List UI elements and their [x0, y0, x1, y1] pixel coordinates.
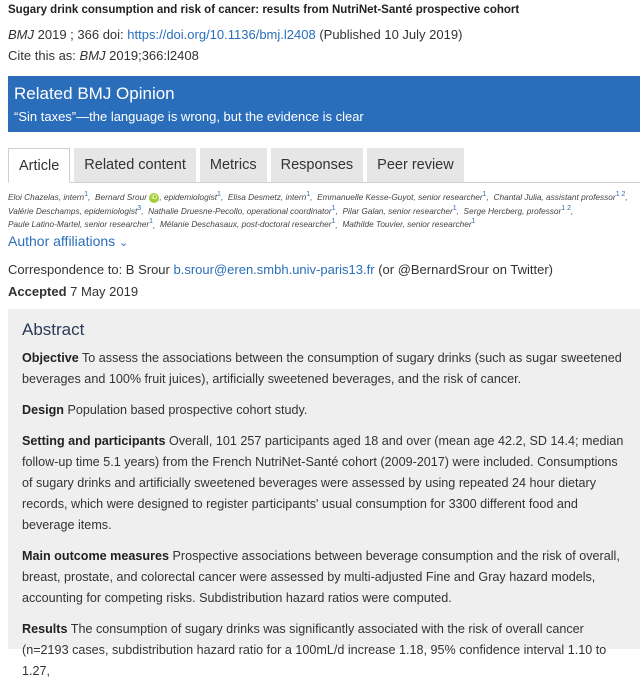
correspondence-prefix: Correspondence to: B Srour — [8, 262, 170, 277]
abstract-heading: Abstract — [22, 320, 85, 339]
abstract-outcome-measures: Main outcome measures Prospective associations between beverage consumption and the risk of overall, breast, prostate, and colorectal cancer were assessed by multi-adjusted Fine and Gray hazard models, accounting for competing risks. Subdistribution hazard ratios were computed. — [22, 549, 620, 605]
journal-name: BMJ — [8, 27, 34, 42]
abstract-objective: Objective To assess the associations between the consumption of sugary drinks (such as sugar sweetened beverages and 100% fruit juices), artificially sweetened beverages, and the risk of cancer. — [22, 351, 622, 386]
related-opinion-link[interactable]: “Sin taxes”—the language is wrong, but the evidence is clear — [14, 109, 364, 124]
author-name[interactable]: Elisa Desmetz, intern$^1$ — [227, 191, 311, 202]
author-name[interactable]: Bernard Srour iD , epidemiologist$^1$ — [94, 191, 221, 202]
author-name[interactable]: Chantal Julia, assistant professor$^{1 2}$ — [493, 191, 626, 202]
tab-peer-review[interactable]: Peer review — [367, 148, 464, 182]
cite-as-journal: BMJ — [79, 48, 106, 63]
author-name[interactable]: Mathilde Touvier, senior researcher$^1$ — [342, 218, 476, 230]
abstract-results: Results The consumption of sugary drinks was significantly associated with the risk of overall cancer (n=2193 cases, subdistribution hazard ratio for a 100mL/d increase 1.18, 95% confidence interval 1.10 to 1.27, — [22, 622, 607, 678]
accepted-label: Accepted — [8, 284, 67, 299]
correspondence-suffix: (or @BernardSrour on Twitter) — [378, 262, 553, 277]
published-date: (Published 10 July 2019) — [319, 27, 463, 42]
abstract-section — [8, 309, 640, 678]
accepted-date: 7 May 2019 — [70, 284, 139, 299]
abstract-setting: Setting and participants Overall, 101 257 participants aged 18 and over (mean age 42.2, SD 14.4; median follow-up time 5.1 years) from the French NutriNet-Santé cohort (2009-2017) were included. Consumptions of sugary drinks and artificially sweetened beverages were assessed by using repeated 24 hour dietary records, which were designed to register participants' usual consumption for 3300 different food and beverage items. — [22, 434, 624, 532]
author-name[interactable]: Pilar Galan, senior researcher$^1$ — [342, 204, 457, 216]
author-affiliations-toggle[interactable] — [8, 233, 128, 249]
cite-as-label: Cite this as: — [8, 48, 76, 63]
author-list: Eloi Chazelas, intern$^1$, Bernard Srour iD , epidemiologist$^1$, Elisa Desmetz, intern$^1$, Emmanuelle Kesse-Guyot, senior researcher$^1$, Chantal Julia, assistant professor$^{1 2}$, Valérie Deschamps, epidemiologist$^3$, Nathalie Druesne-Pecollo, operational coordinator$^1$, Pilar Galan, senior researcher$^1$, Serge Hercberg, professor$^{1 2}$, Paule Latino-Martel, senior researcher$^1$, Mélanie Deschasaux, post-doctoral researcher$^1$, Mathilde Touvier, senior researcher$^1$ — [8, 191, 628, 230]
orcid-icon[interactable]: iD — [149, 193, 159, 203]
abstract-design: Design Population based prospective cohort study. — [22, 403, 308, 417]
tab-related-content[interactable]: Related content — [74, 148, 196, 182]
doi-link[interactable]: https://doi.org/10.1136/bmj.l2408 — [127, 27, 316, 42]
author-name[interactable]: Serge Hercberg, professor$^{1 2}$ — [463, 204, 572, 216]
author-name[interactable]: Mélanie Deschasaux, post-doctoral researcher$^1$ — [159, 218, 336, 230]
tab-metrics[interactable]: Metrics — [200, 148, 267, 182]
cite-as-line — [8, 48, 199, 63]
correspondence-line — [8, 262, 553, 277]
tab-article[interactable]: Article — [8, 148, 70, 183]
author-name[interactable]: Paule Latino-Martel, senior researcher$^1$ — [8, 218, 154, 230]
related-opinion-box — [8, 76, 640, 132]
article-title: Sugary drink consumption and risk of cancer: results from NutriNet-Santé prospective cohort — [8, 4, 520, 16]
author-name[interactable]: Emmanuelle Kesse-Guyot, senior researcher$^1$ — [317, 191, 487, 202]
tab-responses[interactable]: Responses — [271, 148, 364, 182]
article-tabs — [8, 148, 640, 183]
cite-as-ref: 2019;366:l2408 — [109, 48, 199, 63]
chevron-down-icon: ⌄ — [119, 237, 129, 249]
author-affiliations-label: Author affiliations — [8, 233, 116, 249]
citation-volume: 2019 ; 366 — [37, 27, 100, 42]
citation-line — [8, 27, 462, 42]
author-name[interactable]: Eloi Chazelas, intern$^1$ — [8, 191, 89, 202]
doi-label: doi: — [102, 27, 124, 42]
related-opinion-heading: Related BMJ Opinion — [14, 84, 175, 103]
author-name[interactable]: Nathalie Druesne-Pecollo, operational coordinator$^1$ — [148, 204, 336, 216]
accepted-line — [8, 284, 138, 299]
author-name[interactable]: Valérie Deschamps, epidemiologist$^3$ — [8, 204, 142, 216]
correspondence-email-link[interactable]: b.srour@eren.smbh.univ-paris13.fr — [173, 262, 375, 277]
